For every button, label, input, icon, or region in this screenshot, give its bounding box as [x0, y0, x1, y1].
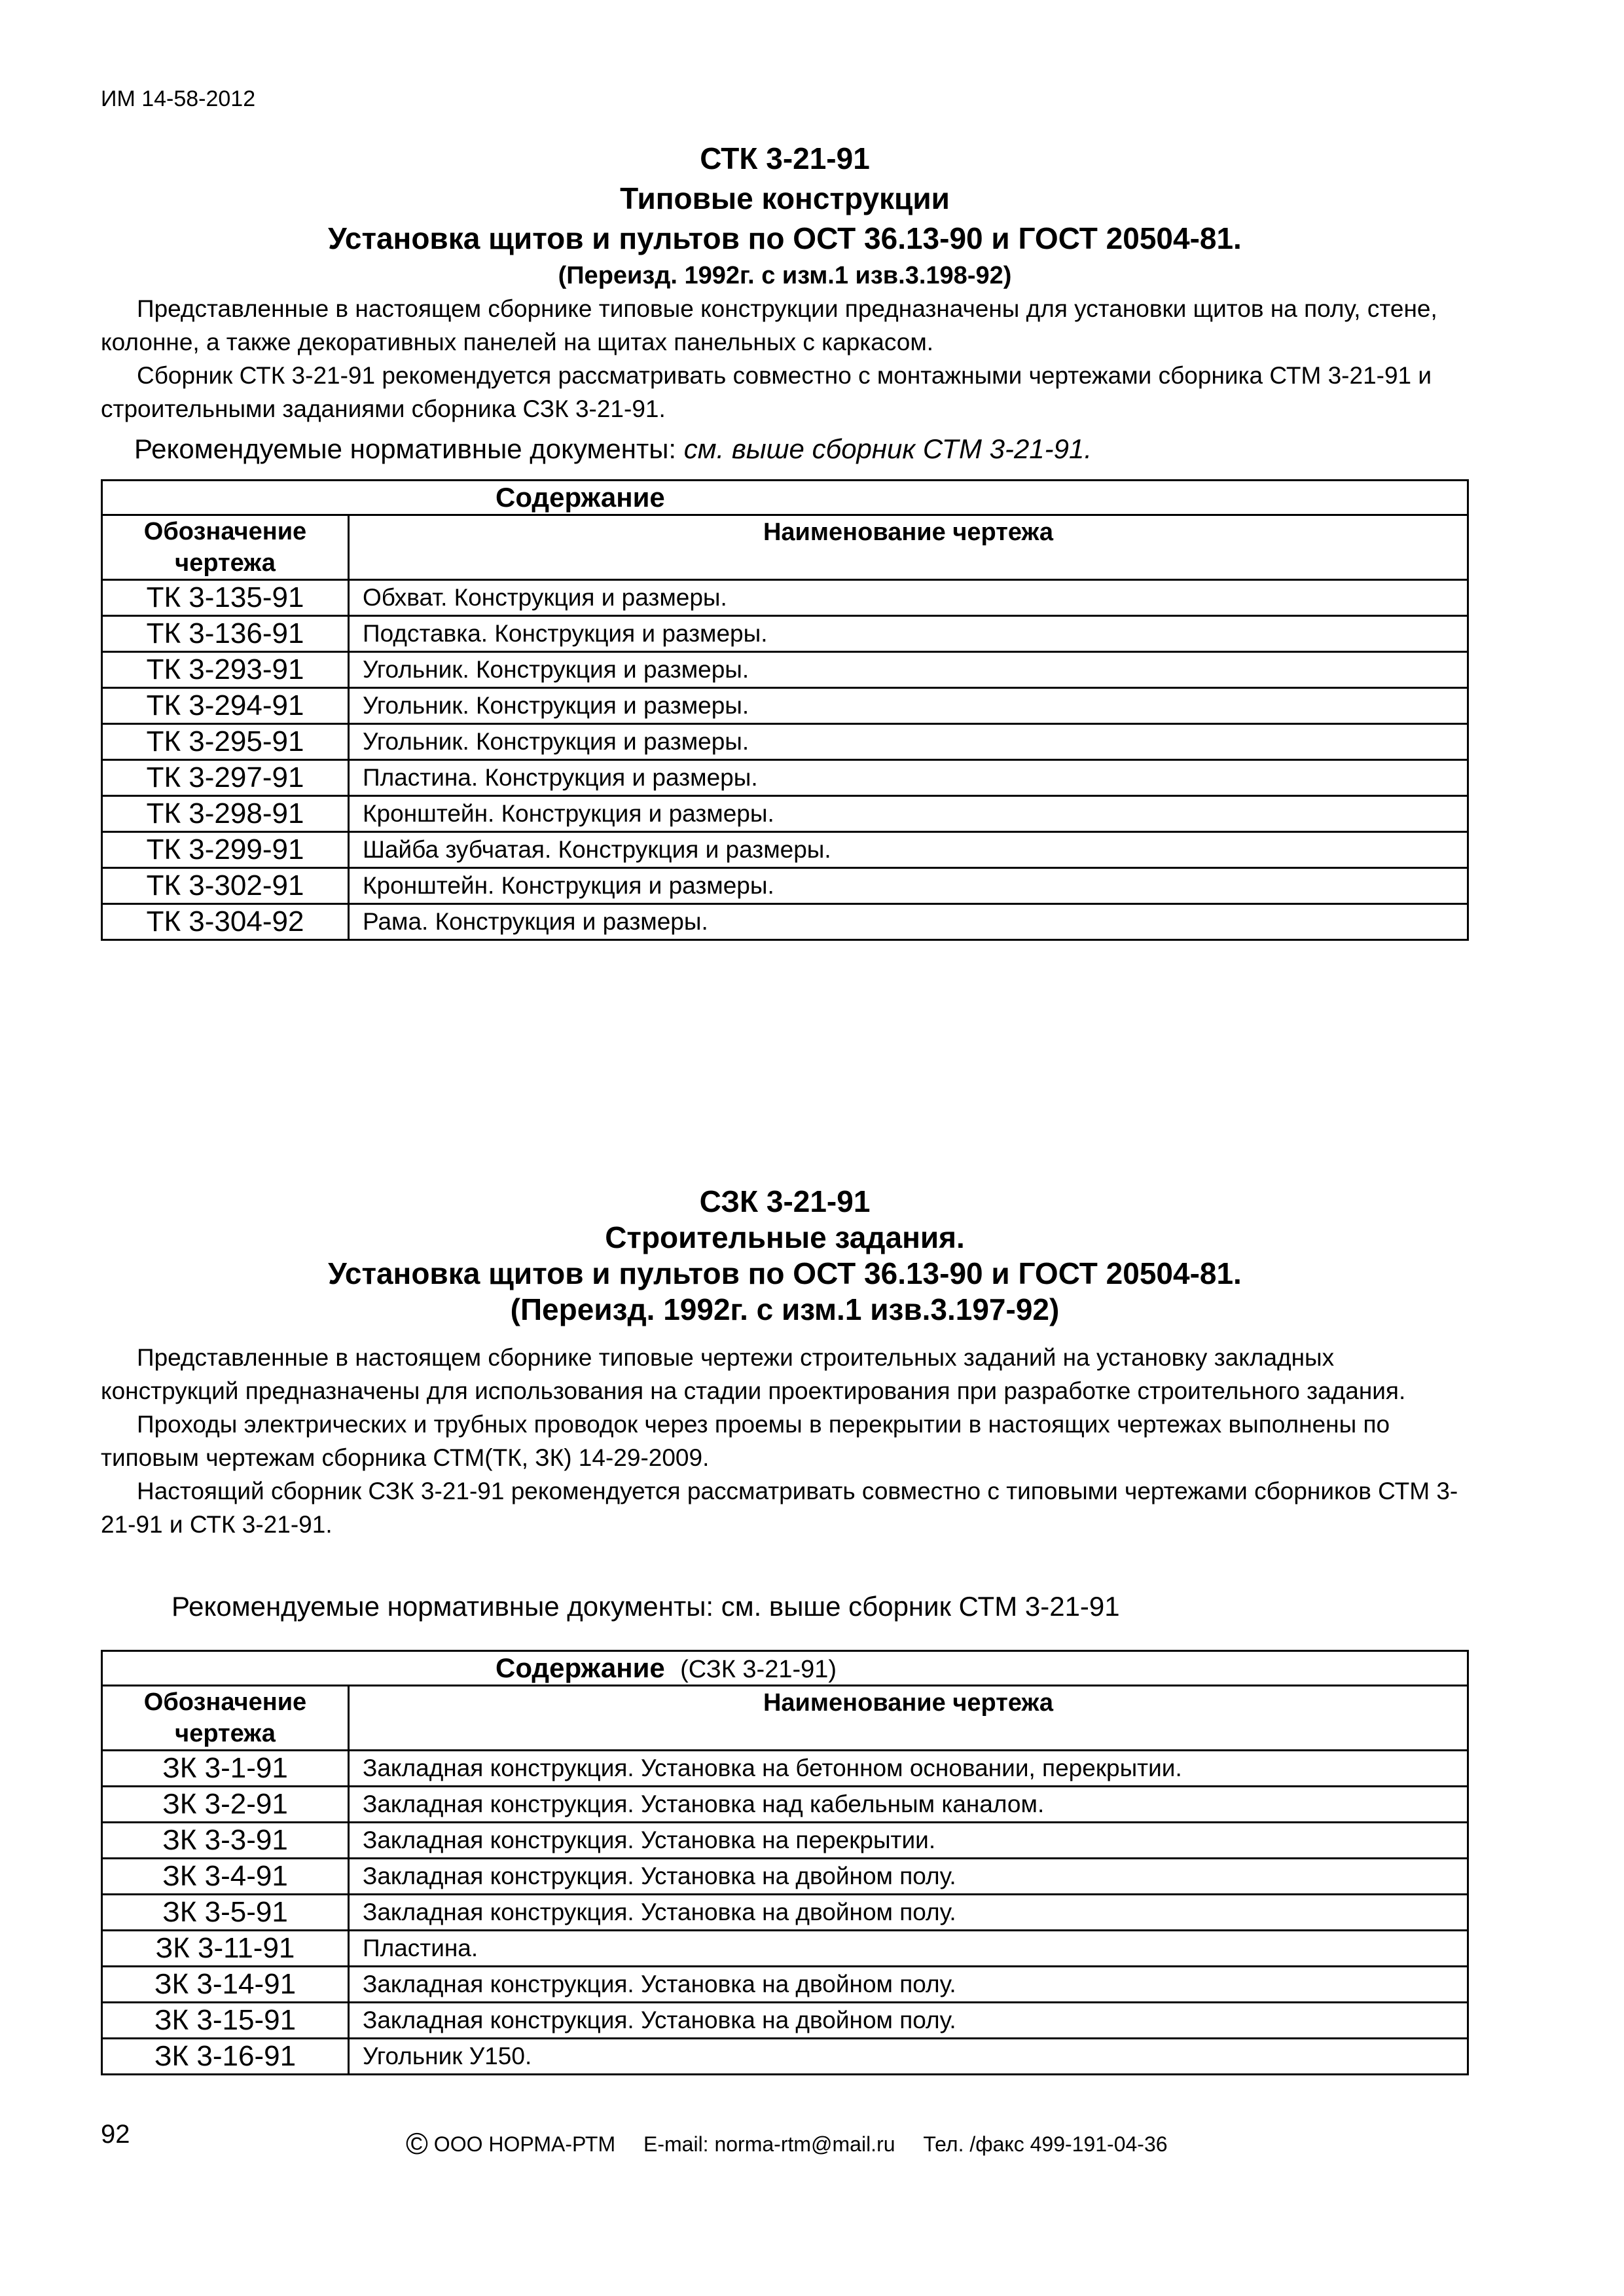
section2-paragraph: Проходы электрических и трубных проводок через проемы в перекрытии в настоящих чертежах выполнены по типовым чертежам сборника СТМ(ТК, ЗК) 14-29-2009.	[101, 1411, 1390, 1471]
drawing-name: Пластина. Конструкция и размеры.	[349, 760, 1468, 796]
drawing-code: ТК 3-135-91	[102, 580, 349, 616]
table-row	[102, 1859, 1468, 1895]
drawing-code: ТК 3-299-91	[102, 832, 349, 868]
drawing-name: Пластина.	[349, 1931, 1468, 1967]
section2-recommended-docs	[171, 1591, 1120, 1622]
drawing-name: Закладная конструкция. Установка на двойном полу.	[349, 1859, 1468, 1895]
drawing-code: ЗК 3-1-91	[102, 1751, 349, 1787]
drawing-code: ТК 3-295-91	[102, 724, 349, 760]
recommended-value: см. выше сборник СТМ 3-21-91.	[683, 433, 1092, 464]
table-row	[102, 724, 1468, 760]
section2-title-line2: Строительные задания.	[605, 1220, 965, 1254]
footer-company: ООО НОРМА-РТМ	[433, 2132, 616, 2156]
table-row	[102, 832, 1468, 868]
drawing-name: Закладная конструкция. Установка на двойном полу.	[349, 2003, 1468, 2039]
drawing-code: ТК 3-294-91	[102, 688, 349, 724]
table-row	[102, 1823, 1468, 1859]
page-number: 92	[101, 2120, 130, 2149]
table-caption: Содержание	[102, 481, 1468, 515]
section1-title-line3: Установка щитов и пультов по ОСТ 36.13-90 и ГОСТ 20504-81.	[328, 221, 1242, 255]
column-header-code: Обозначение чертежа	[102, 1686, 349, 1751]
drawing-code: ЗК 3-16-91	[102, 2039, 349, 2075]
recommended-value: см. выше сборник СТМ 3-21-91	[721, 1591, 1120, 1622]
table-row	[102, 904, 1468, 940]
footer-contacts	[406, 2126, 1168, 2161]
section1-title-line2: Типовые конструкции	[620, 181, 950, 215]
table-row	[102, 868, 1468, 904]
drawing-name: Угольник. Конструкция и размеры.	[349, 688, 1468, 724]
drawing-name: Подставка. Конструкция и размеры.	[349, 616, 1468, 652]
section2-paragraph: Представленные в настоящем сборнике типовые чертежи строительных заданий на установку закладных конструкций предназначены для использования на стадии проектирования при разработке строительного задания.	[101, 1344, 1406, 1404]
drawing-code: ТК 3-136-91	[102, 616, 349, 652]
section2-title-line3: Установка щитов и пультов по ОСТ 36.13-90 и ГОСТ 20504-81.	[328, 1256, 1242, 1290]
section2-description	[101, 1341, 1469, 1541]
table-row	[102, 1931, 1468, 1967]
drawing-code: ТК 3-298-91	[102, 796, 349, 832]
section1-contents-table	[101, 479, 1469, 941]
column-header-name: Наименование чертежа	[349, 515, 1468, 580]
section1-description	[101, 292, 1469, 426]
drawing-name: Угольник. Конструкция и размеры.	[349, 652, 1468, 688]
drawing-name: Угольник. Конструкция и размеры.	[349, 724, 1468, 760]
table-row	[102, 688, 1468, 724]
recommended-label: Рекомендуемые нормативные документы:	[134, 433, 677, 464]
drawing-code: ЗК 3-4-91	[102, 1859, 349, 1895]
document-code: ИМ 14-58-2012	[101, 86, 256, 111]
section1-paragraph: Сборник СТК 3-21-91 рекомендуется рассматривать совместно с монтажными чертежами сборника СТМ 3-21-91 и строительными заданиями сборника СЗК 3-21-91.	[101, 362, 1432, 422]
drawing-code: ЗК 3-2-91	[102, 1787, 349, 1823]
table-caption: Содержание (СЗК 3-21-91)	[102, 1651, 1468, 1686]
table-row	[102, 796, 1468, 832]
table-row	[102, 652, 1468, 688]
drawing-code: ЗК 3-3-91	[102, 1823, 349, 1859]
table-row	[102, 1967, 1468, 2003]
column-header-name: Наименование чертежа	[349, 1686, 1468, 1751]
drawing-code: ТК 3-293-91	[102, 652, 349, 688]
drawing-code: ЗК 3-14-91	[102, 1967, 349, 2003]
drawing-name: Шайба зубчатая. Конструкция и размеры.	[349, 832, 1468, 868]
drawing-name: Кронштейн. Конструкция и размеры.	[349, 796, 1468, 832]
drawing-name: Закладная конструкция. Установка на бетонном основании, перекрытии.	[349, 1751, 1468, 1787]
drawing-code: ТК 3-302-91	[102, 868, 349, 904]
table-row	[102, 1751, 1468, 1787]
table-row	[102, 2039, 1468, 2075]
section2-title-code: СЗК 3-21-91	[699, 1184, 871, 1218]
section2-title-line4: (Переизд. 1992г. с изм.1 изв.3.197-92)	[510, 1292, 1060, 1326]
copyright-icon: ©	[406, 2126, 428, 2160]
table-row	[102, 580, 1468, 616]
table-row	[102, 760, 1468, 796]
section2-contents-table	[101, 1650, 1469, 2075]
drawing-code: ТК 3-304-92	[102, 904, 349, 940]
section1-paragraph: Представленные в настоящем сборнике типовые конструкции предназначены для установки щитов на полу, стене, колонне, а также декоративных панелей на щитах панельных с каркасом.	[101, 295, 1437, 355]
drawing-name: Угольник У150.	[349, 2039, 1468, 2075]
section1-title-code: СТК 3-21-91	[700, 141, 870, 175]
drawing-code: ЗК 3-5-91	[102, 1895, 349, 1931]
column-header-code: Обозначение чертежа	[102, 515, 349, 580]
section2-paragraph: Настоящий сборник СЗК 3-21-91 рекомендуется рассматривать совместно с типовыми чертежами сборников СТМ 3-21-91 и СТК 3-21-91.	[101, 1478, 1458, 1538]
drawing-name: Кронштейн. Конструкция и размеры.	[349, 868, 1468, 904]
recommended-label: Рекомендуемые нормативные документы:	[171, 1591, 714, 1622]
footer-phone: Тел. /факс 499-191-04-36	[923, 2132, 1168, 2156]
section1-recommended-docs	[134, 433, 1092, 465]
section1-title-line4: (Переизд. 1992г. с изм.1 изв.3.198-92)	[558, 262, 1012, 289]
drawing-name: Обхват. Конструкция и размеры.	[349, 580, 1468, 616]
table-row	[102, 616, 1468, 652]
footer-email[interactable]: E-mail: norma-rtm@mail.ru	[643, 2132, 895, 2156]
table-row	[102, 2003, 1468, 2039]
drawing-name: Закладная конструкция. Установка над кабельным каналом.	[349, 1787, 1468, 1823]
drawing-name: Закладная конструкция. Установка на двойном полу.	[349, 1895, 1468, 1931]
table-row	[102, 1787, 1468, 1823]
table-row	[102, 1895, 1468, 1931]
drawing-code: ЗК 3-11-91	[102, 1931, 349, 1967]
drawing-name: Рама. Конструкция и размеры.	[349, 904, 1468, 940]
drawing-code: ТК 3-297-91	[102, 760, 349, 796]
drawing-name: Закладная конструкция. Установка на двойном полу.	[349, 1967, 1468, 2003]
drawing-code: ЗК 3-15-91	[102, 2003, 349, 2039]
table-caption-sub: (СЗК 3-21-91)	[680, 1656, 837, 1683]
drawing-name: Закладная конструкция. Установка на перекрытии.	[349, 1823, 1468, 1859]
